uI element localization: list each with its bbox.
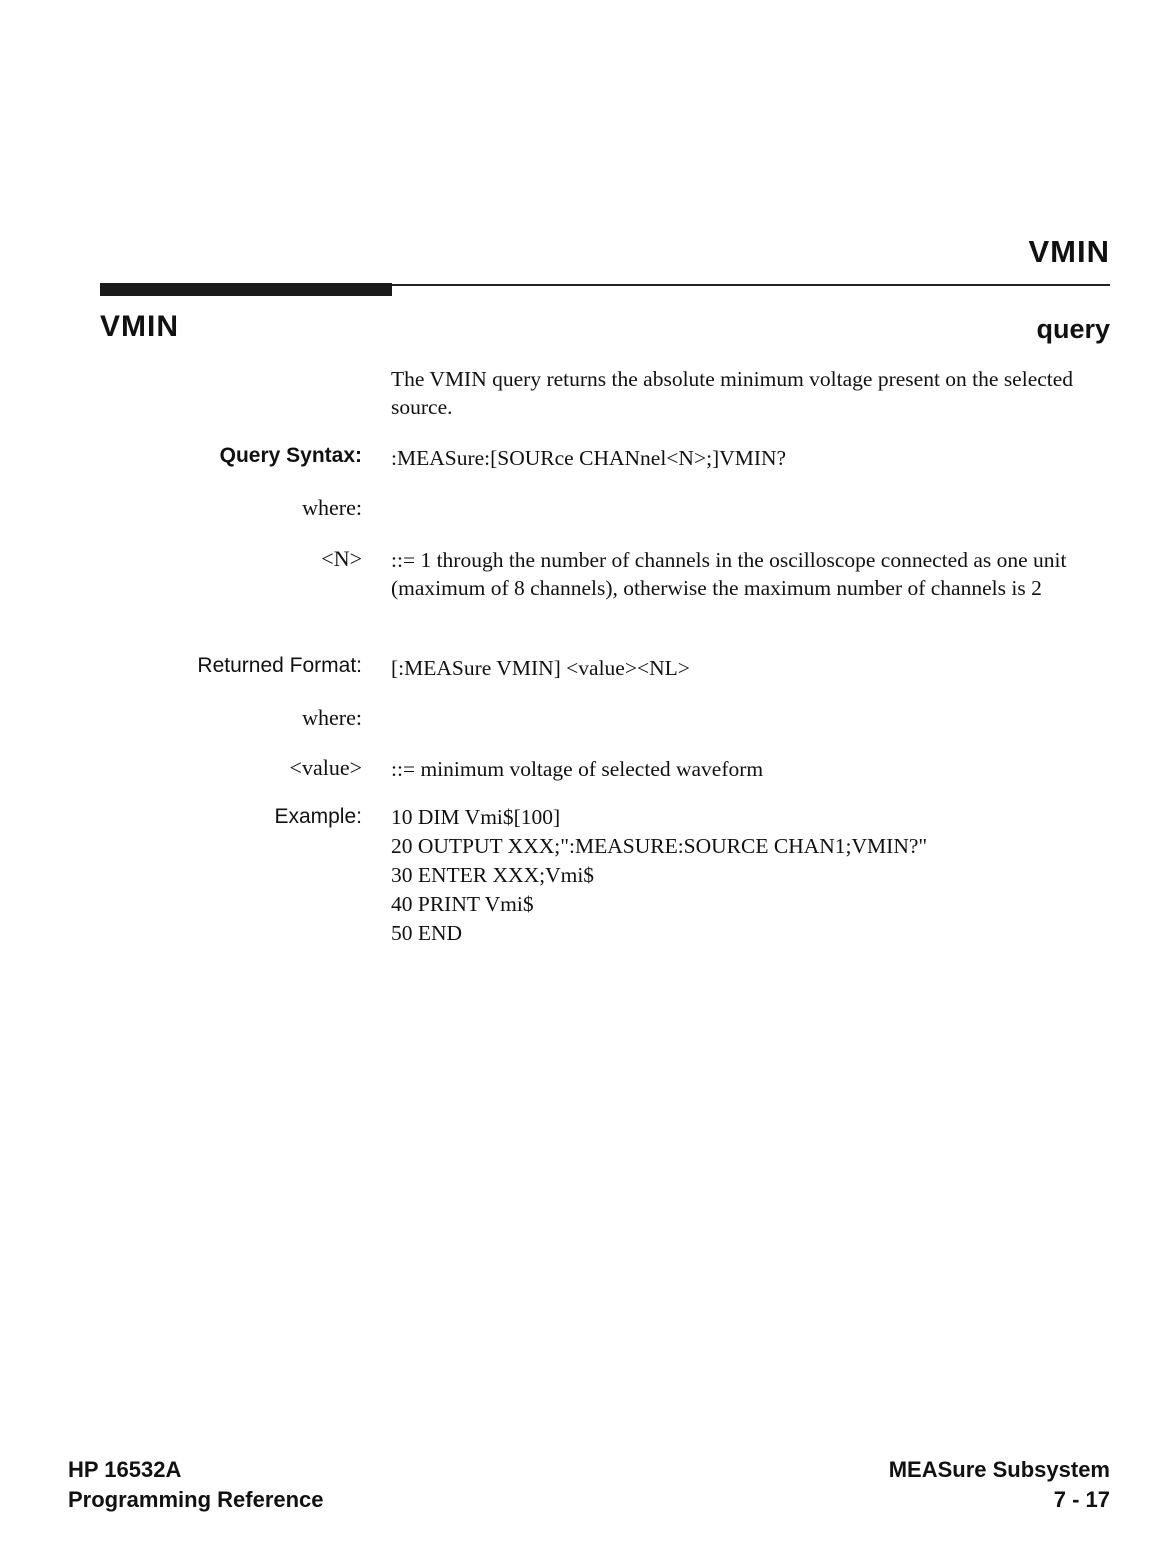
returned-format-label: Returned Format: xyxy=(197,654,362,677)
command-kind: query xyxy=(1036,314,1110,344)
footer-left xyxy=(68,1455,324,1515)
example-code xyxy=(391,803,1111,948)
param-value-description: ::= minimum voltage of selected waveform xyxy=(391,757,764,781)
footer-subsystem: MEASure Subsystem xyxy=(888,1457,1110,1482)
param-n-label: <N> xyxy=(321,546,362,571)
running-header-title: VMIN xyxy=(1028,234,1110,269)
page-number: 7 - 17 xyxy=(1053,1487,1110,1512)
param-value-label: <value> xyxy=(289,755,362,780)
param-n-description: ::= 1 through the number of channels in the oscilloscope connected as one unit (maximum of 8 channels), otherwise the maximum number of channels is 2 xyxy=(391,548,1067,600)
footer-product: HP 16532A xyxy=(68,1457,182,1482)
footer-right xyxy=(889,1455,1110,1515)
returned-format-value: [:MEASure VMIN] <value><NL> xyxy=(391,656,690,680)
header-rule-accent xyxy=(100,283,392,296)
where-label: where: xyxy=(302,705,362,730)
code-line: 10 DIM Vmi$[100] xyxy=(391,805,561,829)
query-syntax-value: :MEASure:[SOURce CHANnel<N>;]VMIN? xyxy=(391,446,787,470)
code-line: 50 END xyxy=(391,921,463,945)
where-label: where: xyxy=(302,495,362,520)
code-line: 20 OUTPUT XXX;":MEASURE:SOURCE CHAN1;VMIN?" xyxy=(391,834,928,858)
query-syntax-label: Query Syntax: xyxy=(219,444,362,467)
code-line: 30 ENTER XXX;Vmi$ xyxy=(391,863,595,887)
code-line: 40 PRINT Vmi$ xyxy=(391,892,534,916)
example-label: Example: xyxy=(274,805,362,828)
command-description: The VMIN query returns the absolute minimum voltage present on the selected source. xyxy=(391,367,1074,419)
footer-manual: Programming Reference xyxy=(68,1487,324,1512)
command-title: VMIN xyxy=(100,310,179,343)
